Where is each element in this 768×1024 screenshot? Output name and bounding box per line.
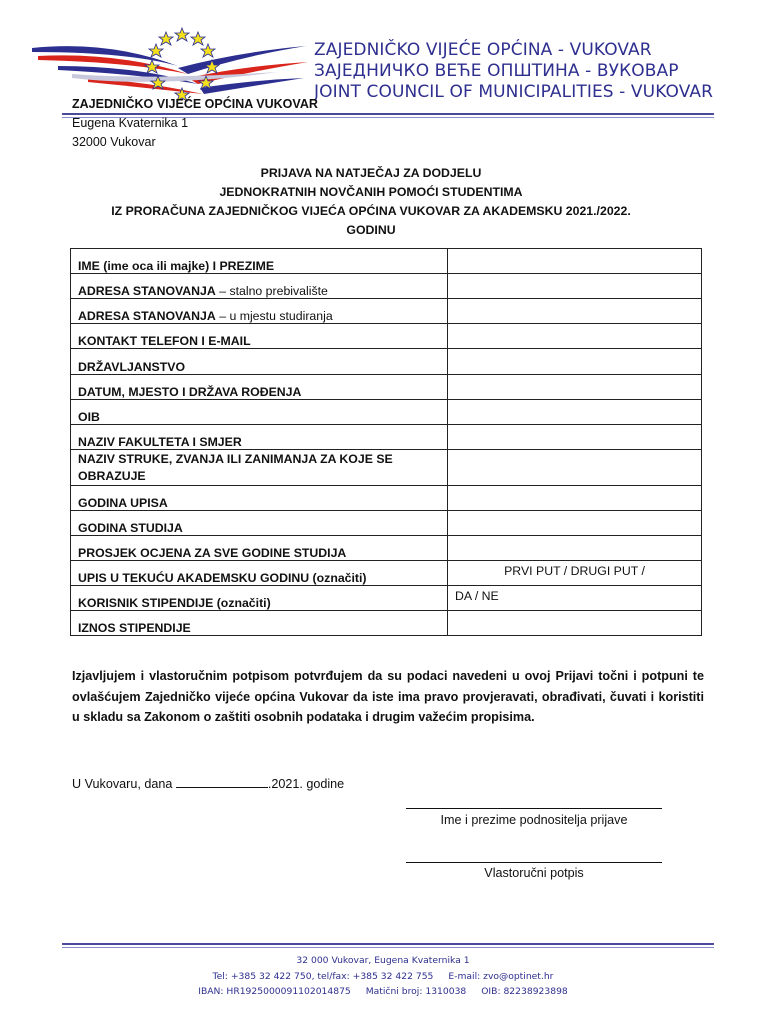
logo-swooshes bbox=[32, 46, 308, 94]
council-title-hr: ZAJEDNIČKO VIJEĆE OPĆINA - VUKOVAR bbox=[314, 40, 652, 60]
field-label: OIB bbox=[71, 400, 448, 425]
form-heading bbox=[60, 164, 682, 240]
field-value-enrollment-type[interactable]: PRVI PUT / DRUGI PUT / bbox=[448, 561, 702, 586]
field-value-oib[interactable] bbox=[448, 400, 702, 425]
table-row bbox=[71, 349, 702, 375]
field-label-bold: ADRESA STANOVANJA bbox=[78, 284, 216, 298]
field-value-study-year[interactable] bbox=[448, 511, 702, 536]
name-signature-line[interactable] bbox=[406, 808, 662, 809]
field-label: KONTAKT TELEFON I E-MAIL bbox=[71, 324, 448, 349]
handwritten-signature-line[interactable] bbox=[406, 862, 662, 863]
application-form-table bbox=[70, 248, 702, 636]
field-label bbox=[71, 299, 448, 324]
field-label: GODINA STUDIJA bbox=[71, 511, 448, 536]
field-label bbox=[71, 274, 448, 299]
field-label: NAZIV STRUKE, ZVANJA ILI ZANIMANJA ZA KOJE SE OBRAZUJE bbox=[71, 450, 448, 486]
field-value-contact[interactable] bbox=[448, 324, 702, 349]
field-value-faculty[interactable] bbox=[448, 425, 702, 450]
field-value-study-address[interactable] bbox=[448, 299, 702, 324]
handwritten-signature-caption: Vlastoručni potpis bbox=[484, 866, 584, 880]
table-row bbox=[71, 586, 702, 611]
footer-ids-row bbox=[100, 984, 666, 1000]
field-label: PROSJEK OCJENA ZA SVE GODINE STUDIJA bbox=[71, 536, 448, 561]
address-street: Eugena Kvaternika 1 bbox=[72, 116, 189, 130]
table-row bbox=[71, 561, 702, 586]
table-row bbox=[71, 249, 702, 274]
field-value-citizenship[interactable] bbox=[448, 349, 702, 375]
address-org: ZAJEDNIČKO VIJEĆE OPĆINA VUKOVAR bbox=[72, 97, 318, 111]
table-row bbox=[71, 299, 702, 324]
footer-email: E-mail: zvo@optinet.hr bbox=[448, 970, 554, 982]
heading-line: IZ PRORAČUNA ZAJEDNIČKOG VIJEĆA OPĆINA VUKOVAR ZA AKADEMSKU 2021./2022. bbox=[111, 204, 631, 218]
page-footer bbox=[100, 953, 666, 1000]
table-row bbox=[71, 400, 702, 425]
place-date-prefix: U Vukovaru, dana bbox=[72, 777, 176, 791]
heading-line: JEDNOKRATNIH NOVČANIH POMOĆI STUDENTIMA bbox=[219, 185, 523, 199]
table-row bbox=[71, 425, 702, 450]
council-title-sr: ЗАЈЕДНИЧКО ВЕЋЕ ОПШТИНА - ВУКОВАР bbox=[314, 61, 679, 81]
footer-tel: Tel: +385 32 422 750, tel/fax: +385 32 422 755 bbox=[212, 970, 434, 982]
field-value-name[interactable] bbox=[448, 249, 702, 274]
table-row bbox=[71, 611, 702, 636]
table-row bbox=[71, 511, 702, 536]
sender-address bbox=[72, 95, 318, 152]
table-row bbox=[71, 324, 702, 349]
council-title bbox=[314, 40, 734, 103]
date-blank-field[interactable] bbox=[176, 776, 268, 788]
field-label: UPIS U TEKUĆU AKADEMSKU GODINU (označiti) bbox=[71, 561, 448, 586]
field-label: DATUM, MJESTO I DRŽAVA ROĐENJA bbox=[71, 375, 448, 400]
field-label: IZNOS STIPENDIJE bbox=[71, 611, 448, 636]
field-label-normal: – u mjestu studiranja bbox=[215, 309, 333, 323]
field-label: GODINA UPISA bbox=[71, 486, 448, 511]
field-label-bold: ADRESA STANOVANJA bbox=[78, 309, 216, 323]
footer-contact-row bbox=[100, 969, 666, 985]
field-label: KORISNIK STIPENDIJE (označiti) bbox=[71, 586, 448, 611]
heading-line: PRIJAVA NA NATJEČAJ ZA DODJELU bbox=[260, 166, 482, 180]
field-value-birth[interactable] bbox=[448, 375, 702, 400]
heading-line: GODINU bbox=[346, 223, 396, 237]
table-row bbox=[71, 486, 702, 511]
field-label: DRŽAVLJANSTVO bbox=[71, 349, 448, 375]
field-label-normal: – stalno prebivalište bbox=[215, 284, 328, 298]
footer-iban: IBAN: HR1925000091102014875 bbox=[198, 986, 351, 997]
declaration-text: Izjavljujem i vlastoručnim potpisom potvrđujem da su podaci navedeni u ovoj Prijavi točni i potpuni te ovlašćujem Zajedničko vijeće općina Vukovar da iste ima pravo provjeravati, obrađivati, čuvati i koristiti u skladu sa Zakonom o zaštiti osobnih podataka i drugim važećim propisima. bbox=[72, 669, 704, 724]
name-signature-caption: Ime i prezime podnositelja prijave bbox=[440, 813, 628, 827]
footer-oib: OIB: 82238923898 bbox=[481, 986, 568, 997]
table-row bbox=[71, 536, 702, 561]
footer-address: 32 000 Vukovar, Eugena Kvaternika 1 bbox=[296, 955, 470, 966]
field-value-scholarship[interactable]: DA / NE bbox=[448, 586, 702, 611]
footer-divider bbox=[62, 943, 714, 945]
address-city: 32000 Vukovar bbox=[72, 135, 156, 149]
field-value-scholarship-amount[interactable] bbox=[448, 611, 702, 636]
field-value-profession[interactable] bbox=[448, 450, 702, 486]
place-date-suffix: .2021. godine bbox=[267, 777, 345, 791]
field-value-permanent-address[interactable] bbox=[448, 274, 702, 299]
table-row bbox=[71, 274, 702, 299]
footer-divider-thin bbox=[62, 947, 714, 948]
place-date bbox=[72, 776, 344, 791]
field-value-enrollment-year[interactable] bbox=[448, 486, 702, 511]
field-label: IME (ime oca ili majke) I PREZIME bbox=[71, 249, 448, 274]
footer-mb: Matični broj: 1310038 bbox=[365, 986, 467, 997]
table-row bbox=[71, 375, 702, 400]
table-row bbox=[71, 450, 702, 486]
field-value-grade-average[interactable] bbox=[448, 536, 702, 561]
council-title-en: JOINT COUNCIL OF MUNICIPALITIES - VUKOVAR bbox=[314, 82, 713, 102]
field-label: NAZIV FAKULTETA I SMJER bbox=[71, 425, 448, 450]
